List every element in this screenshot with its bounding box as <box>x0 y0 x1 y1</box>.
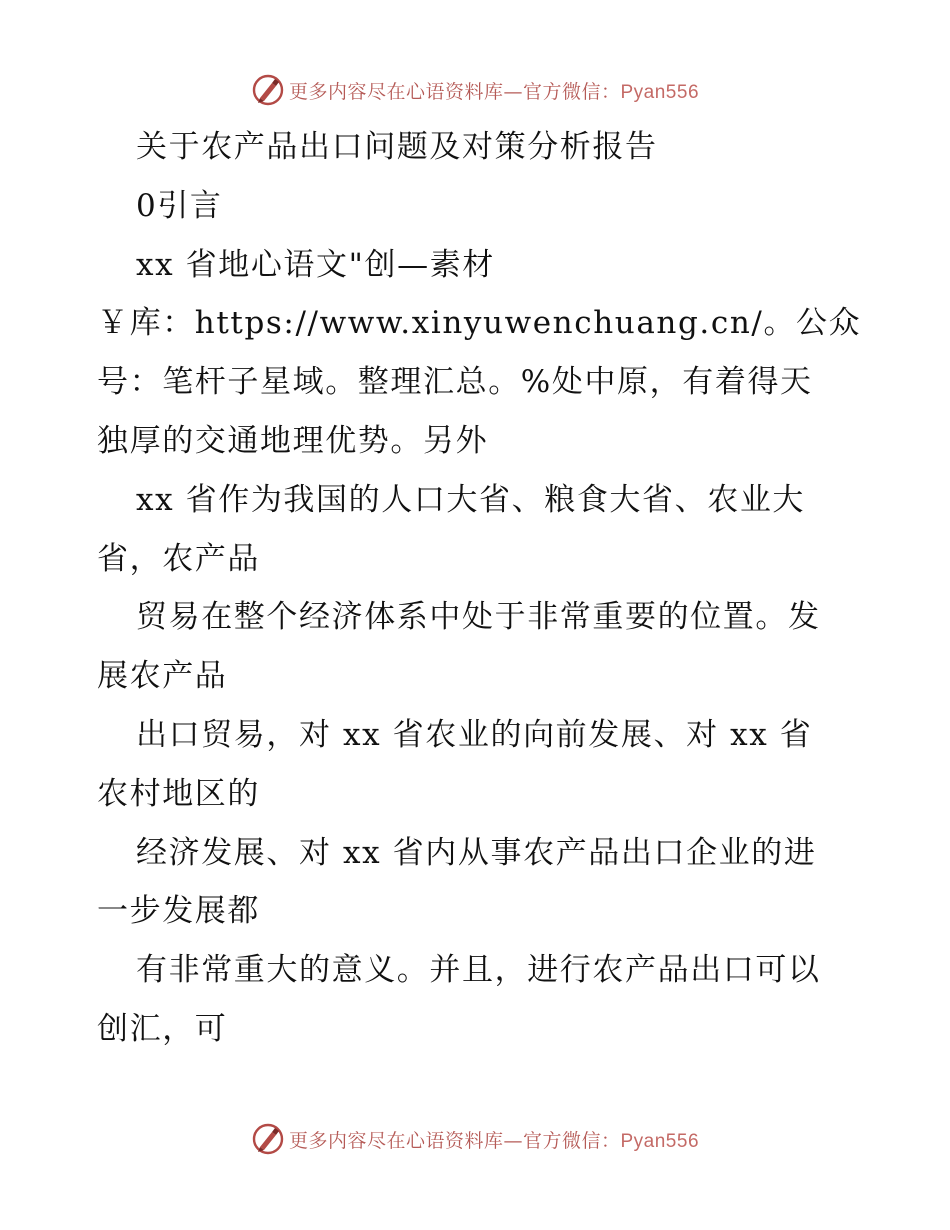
text-line: 省，农产品 <box>97 540 260 577</box>
text-line: 经济发展、对 xx 省内从事农产品出口企业的进 <box>136 834 817 871</box>
text-line: 关于农产品出口问题及对策分析报告 <box>136 129 658 165</box>
watermark-label: 更多内容尽在心语资料库—官方微信： <box>288 80 621 103</box>
text-line: 0引言 <box>136 187 223 224</box>
text-line: 一步发展都 <box>97 893 260 930</box>
text-line: 出口贸易，对 xx 省农业的向前发展、对 xx 省 <box>136 716 813 753</box>
text-line: 独厚的交通地理优势。另外 <box>97 422 489 459</box>
text-line: xx 省地心语文"创—素材 <box>136 246 495 283</box>
document-body <box>97 118 862 1059</box>
text-line: 贸易在整个经济体系中处于非常重要的位置。发 <box>136 599 821 636</box>
watermark-text <box>289 1126 699 1153</box>
text-line: ￥库：https://www.xinyuwenchuang.cn/。公众 <box>97 305 862 342</box>
pen-logo-icon <box>251 1122 285 1156</box>
header-watermark <box>0 70 950 110</box>
text-line: 号：笔杆子星域。整理汇总。%处中原，有着得天 <box>97 364 813 401</box>
pen-logo-icon <box>251 73 285 107</box>
text-line: 有非常重大的意义。并且，进行农产品出口可以 <box>136 952 821 989</box>
text-line: 展农产品 <box>97 658 228 695</box>
footer-watermark <box>0 1119 950 1159</box>
text-line: 创汇，可 <box>97 1010 228 1047</box>
wechat-id: Pyan556 <box>620 1130 700 1152</box>
watermark-text <box>289 77 699 104</box>
text-line: 农村地区的 <box>97 775 260 812</box>
wechat-id: Pyan556 <box>620 81 700 103</box>
watermark-label: 更多内容尽在心语资料库—官方微信： <box>288 1129 621 1152</box>
text-line: xx 省作为我国的人口大省、粮食大省、农业大 <box>136 481 806 518</box>
